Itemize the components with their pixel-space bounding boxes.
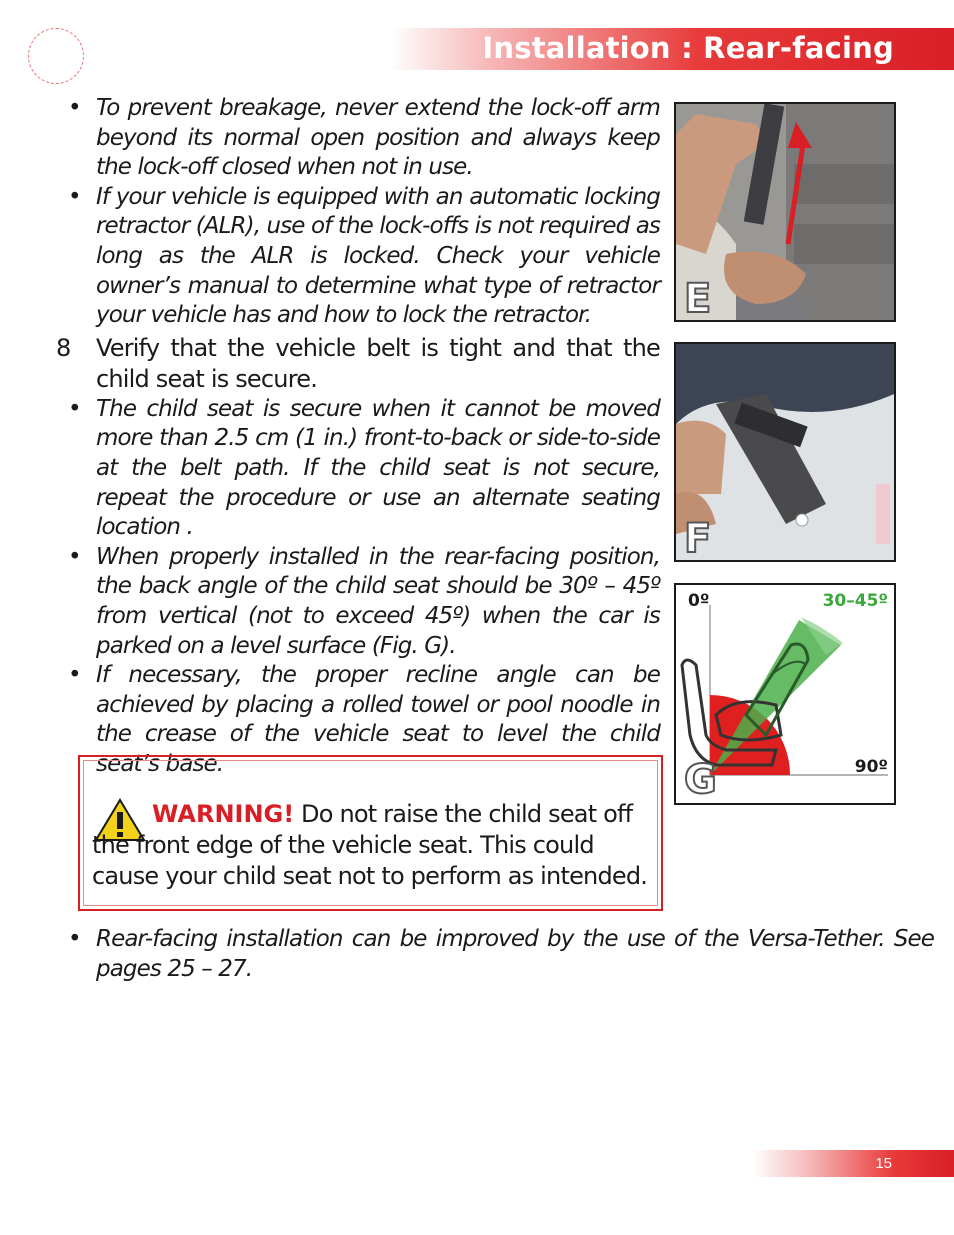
warning-body: Do not raise the child seat off the front edge of the vehicle seat. This could cause your child seat not to perform as intended. — [92, 800, 648, 890]
main-text-column — [56, 94, 660, 779]
bullet-dot: • — [68, 543, 81, 570]
step-8 — [56, 333, 660, 395]
page-title: Installation : Rear-facing — [482, 31, 894, 65]
figure-f-label: F — [684, 516, 712, 562]
figure-g-angle-diagram — [674, 583, 896, 805]
bullet-dot: • — [68, 95, 81, 121]
header-banner — [390, 28, 954, 70]
bullet-dot: • — [68, 395, 81, 422]
angle-range-label: 30–45º — [822, 591, 888, 611]
warning-text — [92, 799, 652, 892]
warning-box — [78, 755, 663, 911]
step-text: Verify that the vehicle belt is tight and that the child seat is secure. — [96, 333, 660, 393]
angle-zero-label: 0º — [688, 591, 710, 611]
bullet-alr — [60, 183, 660, 331]
bullet-text: If necessary, the proper recline angle can be achieved by placing a rolled towel or pool noodle in the crease of the vehicle seat to level the child seat’s base. — [96, 662, 660, 777]
bullet-text: The child seat is secure when it cannot be moved more than 2.5 cm (1 in.) front-to-back or side-to-side at the belt path. If the child seat is not secure, repeat the procedure or use an alternate seating location . — [96, 395, 660, 541]
page-number-banner — [752, 1150, 954, 1177]
bullet-text: If your vehicle is equipped with an automatic locking retractor (ALR), use of the lock-offs is not required as long as the ALR is locked. Check your vehicle owner’s manual to determine what type of retractor your vehicle has and how to lock the retractor. — [96, 183, 660, 329]
figure-e-photo — [674, 102, 896, 322]
bullet-dot: • — [68, 662, 81, 689]
bullet-text: When properly installed in the rear-facing position, the back angle of the child seat should be 30º – 45º from vertical (not to exceed 45º) when the car is parked on a level surface (Fig. G). — [96, 543, 660, 659]
page-number: 15 — [875, 1155, 892, 1172]
bullet-lockoff-arm — [60, 94, 660, 183]
figure-g-label: G — [684, 757, 717, 803]
figure-e-label: E — [684, 276, 712, 322]
bullet-versa-tether — [60, 925, 934, 984]
step-number: 8 — [56, 333, 71, 362]
bullet-text: To prevent breakage, never extend the lock-off arm beyond its normal open position and always keep the lock-off closed when not in use. — [96, 95, 660, 181]
angle-ninety-label: 90º — [854, 757, 888, 777]
bullet-dot: • — [68, 926, 81, 952]
registration-circle — [28, 28, 84, 84]
bullet-secure — [60, 395, 660, 543]
bullet-dot: • — [68, 183, 81, 210]
figure-f-photo — [674, 342, 896, 562]
bullet-angle — [60, 543, 660, 661]
bullet-text: Rear-facing installation can be improved by the use of the Versa-Tether. See pages 25 – 27. — [96, 926, 934, 982]
warning-label: WARNING! — [152, 800, 295, 828]
